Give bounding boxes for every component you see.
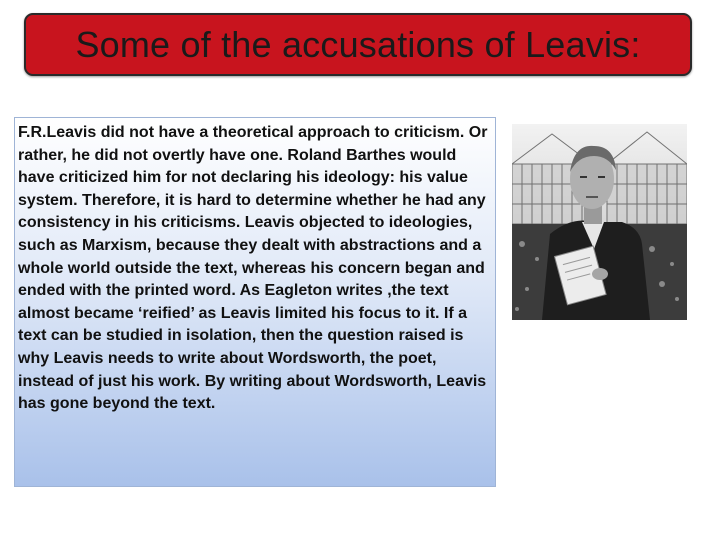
body-paragraph: F.R.Leavis did not have a theoretical approach to criticism. Or rather, he did not overtly have one. Roland Barthes would have criticized him for not declaring his ideology: his value system. Therefore, it is hard to determine whether he had any consistency in his criticisms. Leavis objected to ideologies, such as Marxism, because they dealt with abstractions and a whole world outside the text, whereas his concern began and ended with the printed word. As Eagleton writes ,the text almost became ‘reified’ as Leavis limited his focus to it. If a text can be studied in isolation, then the question raised is why Leavis needs to write about Wordsworth, the poet, instead of just his work. By writing about Wordsworth, Leavis has gone beyond the text. bbox=[18, 124, 488, 413]
slide-title: Some of the accusations of Leavis: bbox=[75, 23, 641, 65]
portrait-photo-graphic bbox=[512, 124, 687, 320]
portrait-photo-icon bbox=[512, 124, 687, 320]
body-text-box bbox=[14, 117, 496, 487]
title-banner bbox=[24, 13, 692, 76]
